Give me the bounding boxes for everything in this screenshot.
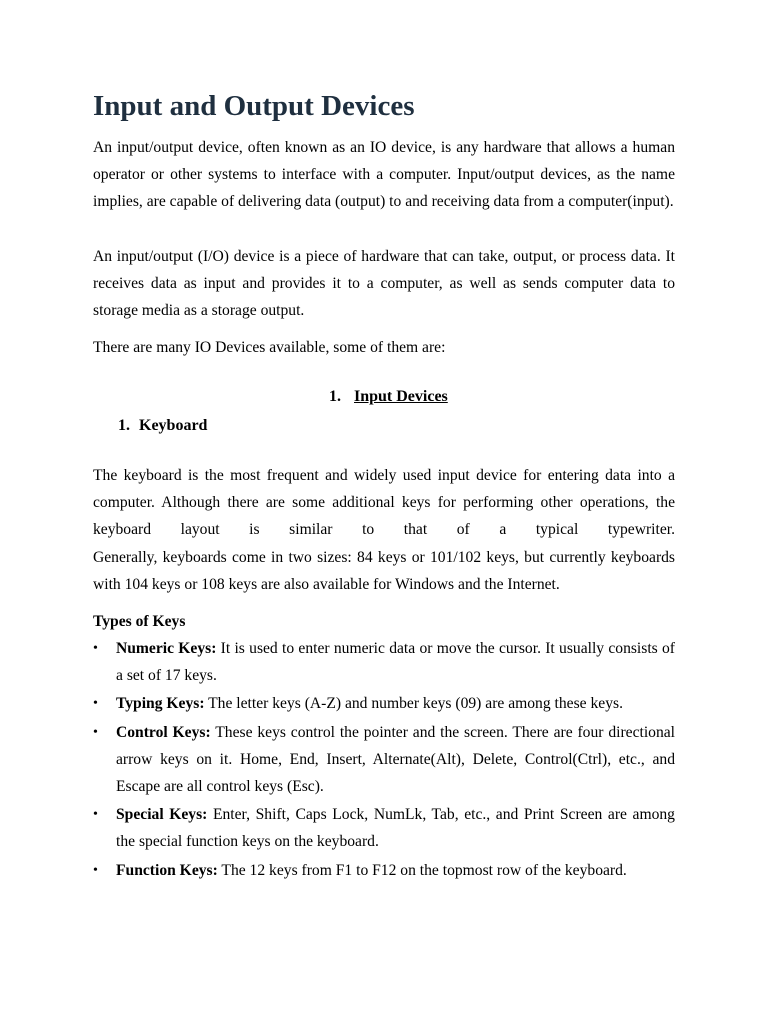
- bullet-icon: •: [93, 724, 98, 740]
- section-heading-input-devices: [329, 383, 448, 410]
- list-item: [93, 690, 675, 717]
- section-label: Input Devices: [354, 388, 448, 405]
- key-type-description: It is used to enter numeric data or move the cursor. It usually consists of a set of 17 keys.: [116, 640, 675, 685]
- key-type-description: These keys control the pointer and the screen. There are four directional arrow keys on it. Home, End, Insert, Alternate(Alt), Delete, Control(Ctrl), etc., and Escape are all control keys (Esc).: [116, 723, 675, 796]
- bullet-icon: •: [93, 696, 98, 712]
- key-type-name: Control Keys:: [116, 723, 211, 741]
- bullet-icon: •: [93, 862, 98, 878]
- list-item: [93, 857, 675, 884]
- key-type-name: Numeric Keys:: [116, 640, 217, 657]
- keyboard-paragraph-part-b: Generally, keyboards come in two sizes: 84 keys or 101/102 keys, but currently keyboards with 104 keys or 108 keys are also available for Windows and the Internet.: [93, 548, 675, 593]
- bullet-icon: •: [93, 807, 98, 823]
- key-type-name: Function Keys:: [116, 861, 218, 879]
- key-type-description: Enter, Shift, Caps Lock, NumLk, Tab, etc., and Print Screen are among the special function keys on the keyboard.: [116, 806, 675, 851]
- section-number: 1.: [329, 388, 341, 405]
- keyboard-paragraph-part-a: The keyboard is the most frequent and widely used input device for entering data into a computer. Although there are some additional keys for performing other operations, the keyboard layout is similar to that of a typical typewriter.: [93, 467, 675, 539]
- keyboard-paragraph: [93, 462, 675, 598]
- io-definition-paragraph: An input/output (I/O) device is a piece of hardware that can take, output, or process data. It receives data as input and provides it to a computer, as well as sends computer data to storage media as a storage output.: [93, 248, 675, 320]
- subsection-heading-keyboard: [118, 412, 207, 439]
- key-type-description: The 12 keys from F1 to F12 on the topmost row of the keyboard.: [217, 861, 627, 879]
- key-type-description: The letter keys (A-Z) and number keys (09) are among these keys.: [204, 695, 623, 713]
- bullet-icon: •: [93, 641, 98, 656]
- list-item: [93, 801, 675, 855]
- intro-paragraph: An input/output device, often known as an IO device, is any hardware that allows a human operator or other systems to interface with a computer. Input/output devices, as the name implies, are capable of delivering data (output) to and receiving data from a computer(input).: [93, 139, 675, 211]
- list-item: [93, 635, 675, 689]
- key-type-name: Typing Keys:: [116, 695, 205, 713]
- key-type-name: Special Keys:: [116, 806, 208, 824]
- subsection-number: 1.: [118, 417, 130, 434]
- subsection-label: Keyboard: [139, 417, 208, 434]
- list-item: [93, 719, 675, 801]
- key-types-list: [93, 635, 675, 885]
- io-devices-lead-paragraph: There are many IO Devices available, some of them are:: [93, 339, 446, 356]
- types-of-keys-heading: Types of Keys: [93, 613, 186, 630]
- document-title: Input and Output Devices: [93, 90, 415, 122]
